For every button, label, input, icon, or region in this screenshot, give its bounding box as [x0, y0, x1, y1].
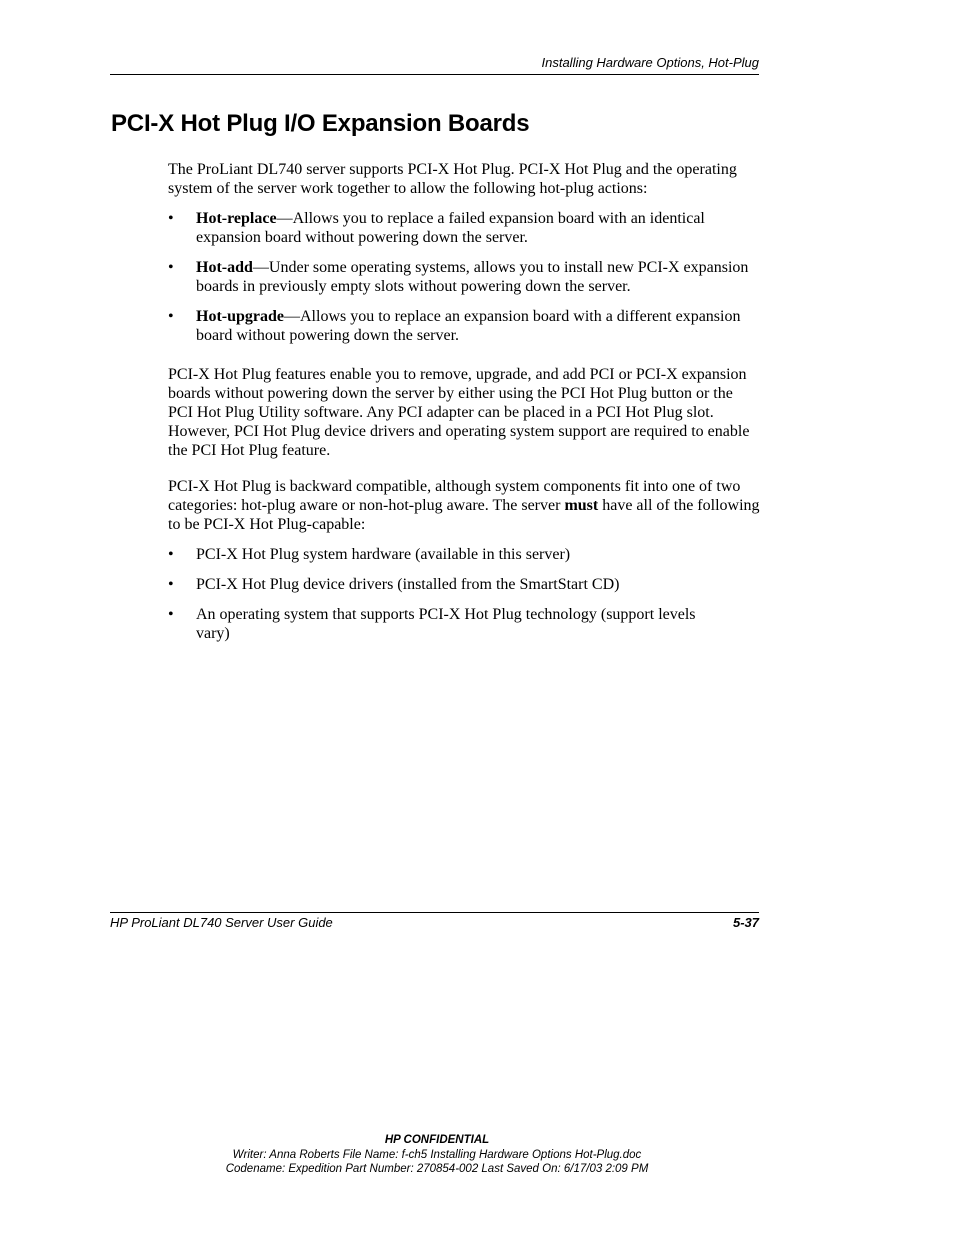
- action-term: Hot-upgrade: [196, 308, 284, 325]
- bullet-icon: •: [168, 308, 174, 325]
- action-term: Hot-add: [196, 259, 253, 276]
- header-rule: [110, 74, 759, 75]
- confidential-block: [0, 1133, 874, 1177]
- action-description: —Allows you to replace an expansion board with a different expansion board without powering down the server.: [196, 308, 741, 344]
- bullet-icon: •: [168, 606, 174, 623]
- hot-plug-actions-list: [168, 209, 760, 356]
- requirement-text: PCI-X Hot Plug system hardware (available in this server): [196, 546, 571, 563]
- bullet-icon: •: [168, 259, 174, 276]
- action-description: —Allows you to replace a failed expansion board with an identical expansion board without powering down the server.: [196, 210, 705, 246]
- footer-rule: [110, 912, 759, 913]
- requirement-text: PCI-X Hot Plug device drivers (installed from the SmartStart CD): [196, 576, 620, 593]
- compat-text-after: have all of the following to be PCI-X Hot Plug-capable:: [168, 497, 760, 533]
- compat-emphasis: must: [564, 497, 599, 514]
- action-description: —Under some operating systems, allows you to install new PCI-X expansion boards in previously empty slots without powering down the server.: [196, 259, 749, 295]
- bullet-icon: •: [168, 576, 174, 593]
- section-title: PCI-X Hot Plug I/O Expansion Boards: [111, 110, 530, 137]
- list-item-hot-add: [168, 258, 760, 296]
- confidential-title: HP CONFIDENTIAL: [384, 1134, 490, 1146]
- list-item-hot-upgrade: [168, 307, 760, 345]
- footer-guide-title: HP ProLiant DL740 Server User Guide: [110, 915, 333, 930]
- list-item-requirement: [168, 545, 698, 564]
- intro-paragraph: The ProLiant DL740 server supports PCI-X Hot Plug. PCI-X Hot Plug and the operating system of the server work together to allow the following hot-plug actions:: [168, 161, 737, 197]
- requirements-list: [168, 545, 698, 654]
- bullet-icon: •: [168, 210, 174, 227]
- list-item-requirement: [168, 575, 698, 594]
- action-term: Hot-replace: [196, 210, 277, 227]
- compatibility-paragraph: [168, 477, 760, 534]
- compat-text-before: PCI-X Hot Plug is backward compatible, although system components fit into one of two categories: hot-plug aware or non-hot-plug aware. The server: [168, 478, 741, 514]
- confidential-writer-line: Writer: Anna Roberts File Name: f-ch5 Installing Hardware Options Hot-Plug.doc: [232, 1148, 642, 1161]
- requirement-text: An operating system that supports PCI-X Hot Plug technology (support levels vary): [196, 606, 696, 642]
- page-number: 5-37: [732, 915, 759, 930]
- list-item-hot-replace: [168, 209, 760, 247]
- running-header: Installing Hardware Options, Hot-Plug: [541, 55, 759, 70]
- bullet-icon: •: [168, 546, 174, 563]
- confidential-codename-line: Codename: Expedition Part Number: 270854-002 Last Saved On: 6/17/03 2:09 PM: [225, 1163, 649, 1175]
- features-paragraph: PCI-X Hot Plug features enable you to remove, upgrade, and add PCI or PCI-X expansion boards without powering down the server by either using the PCI Hot Plug button or the PCI Hot Plug Utility software. Any PCI adapter can be placed in a PCI Hot Plug slot. However, PCI Hot Plug device drivers and operating system support are required to enable the PCI Hot Plug feature.: [168, 366, 750, 459]
- list-item-requirement: [168, 605, 698, 643]
